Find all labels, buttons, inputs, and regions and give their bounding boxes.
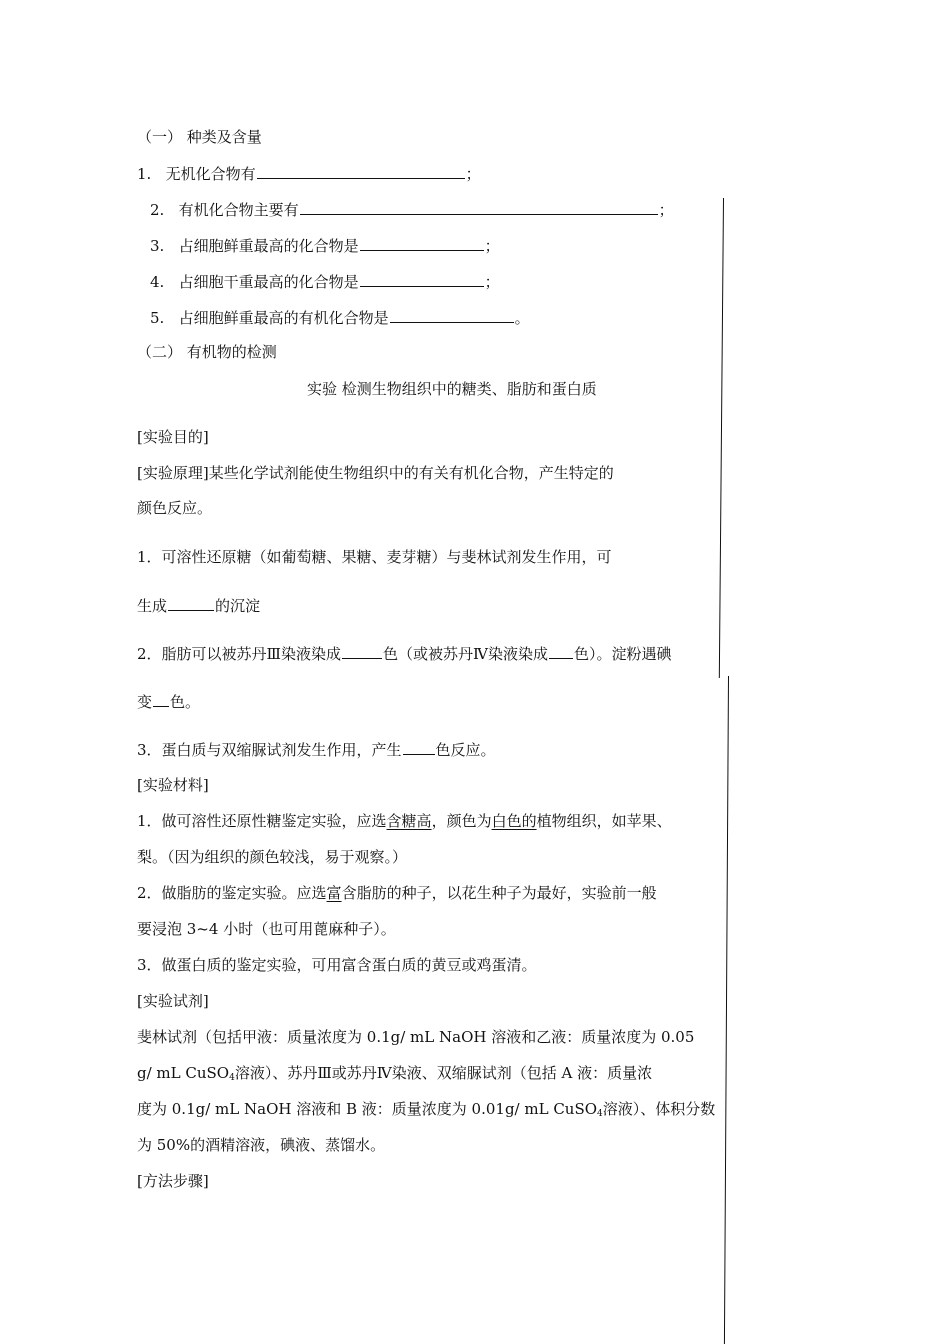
- question-end: ；: [484, 237, 500, 255]
- answer-blank[interactable]: [168, 595, 214, 611]
- question-text: 占细胞干重最高的化合物是: [178, 273, 359, 291]
- question-end: ；: [658, 201, 674, 219]
- question-number: 1.: [137, 165, 152, 183]
- answer-blank[interactable]: [300, 199, 658, 215]
- material-2: 2．做脂肪的鉴定实验。应选富含脂肪的种子，以花生种子为最好，实验前一般: [137, 884, 657, 902]
- answer-blank[interactable]: [360, 271, 484, 287]
- question-end: ；: [484, 273, 500, 291]
- reagents-line-2: g/ mL CuSO$_4$溶液）、苏丹Ⅲ或苏丹Ⅳ染液、双缩脲试剂（包括 A 液：质量浓: [137, 1064, 653, 1083]
- material-1: 1．做可溶性还原性糖鉴定实验，应选含糖高，颜色为白色的植物组织，如苹果、: [137, 812, 672, 830]
- purpose-label: [实验目的]: [137, 428, 209, 446]
- principle-point-2: 2．脂肪可以被苏丹Ⅲ染液染成 色（或被苏丹Ⅳ染液染成 色）。淀粉遇碘: [137, 645, 672, 663]
- question-text: 占细胞鲜重最高的化合物是: [178, 237, 359, 255]
- principle-line-2: 颜色反应。: [137, 499, 213, 517]
- principle-point-2-cont: 变 色。: [137, 693, 201, 711]
- margin-line-lower: [724, 676, 729, 1344]
- materials-label: [实验材料]: [137, 776, 209, 794]
- reagents-line-1: 斐林试剂（包括甲液：质量浓度为 0.1g/ mL NaOH 溶液和乙液：质量浓度为 0.05: [137, 1028, 695, 1046]
- question-end: 。: [514, 309, 530, 327]
- material-3: 3．做蛋白质的鉴定实验，可用富含蛋白质的黄豆或鸡蛋清。: [137, 956, 537, 974]
- section-one-heading: （一） 种类及含量: [137, 128, 262, 146]
- question-text: 占细胞鲜重最高的有机化合物是: [178, 309, 389, 327]
- principle-point-1: 1．可溶性还原糖（如葡萄糖、果糖、麦芽糖）与斐林试剂发生作用，可: [137, 548, 612, 566]
- answer-blank[interactable]: [549, 643, 573, 659]
- answer-blank[interactable]: [390, 307, 514, 323]
- question-5: [150, 307, 530, 328]
- question-end: ；: [465, 165, 481, 183]
- question-text: 无机化合物有: [165, 165, 256, 183]
- question-text: 有机化合物主要有: [178, 201, 299, 219]
- answer-blank[interactable]: [257, 163, 465, 179]
- answer-blank[interactable]: [153, 691, 169, 707]
- question-number: 5.: [150, 309, 165, 327]
- method-label: [方法步骤]: [137, 1172, 209, 1190]
- section-two-heading: （二） 有机物的检测: [137, 343, 277, 361]
- reagents-label: [实验试剂]: [137, 992, 209, 1010]
- answer-blank[interactable]: [403, 739, 435, 755]
- answer-blank[interactable]: [342, 643, 382, 659]
- margin-line: [719, 198, 724, 678]
- question-number: 4.: [150, 273, 165, 291]
- experiment-title: 实验 检测生物组织中的糖类、脂肪和蛋白质: [307, 380, 597, 398]
- material-1-cont: 梨。（因为组织的颜色较浅，易于观察。）: [137, 848, 408, 866]
- question-number: 3.: [150, 237, 165, 255]
- principle-point-1-cont: 生成 的沉淀: [137, 597, 261, 615]
- question-4: [150, 271, 500, 292]
- principle-line-1: [实验原理]某些化学试剂能使生物组织中的有关有机化合物，产生特定的: [137, 464, 614, 482]
- reagents-line-3: 度为 0.1g/ mL NaOH 溶液和 B 液：质量浓度为 0.01g/ mL CuSO$_4$溶液）、体积分数: [137, 1100, 716, 1119]
- answer-blank[interactable]: [360, 235, 484, 251]
- reagents-line-4: 为 50%的酒精溶液，碘液、蒸馏水。: [137, 1136, 386, 1154]
- question-3: [150, 235, 500, 256]
- material-2-cont: 要浸泡 3~4 小时（也可用蓖麻种子）。: [137, 920, 396, 938]
- question-number: 2.: [150, 201, 165, 219]
- question-2: [150, 199, 674, 220]
- question-1: [137, 163, 481, 184]
- principle-point-3: 3．蛋白质与双缩脲试剂发生作用，产生 色反应。: [137, 741, 496, 759]
